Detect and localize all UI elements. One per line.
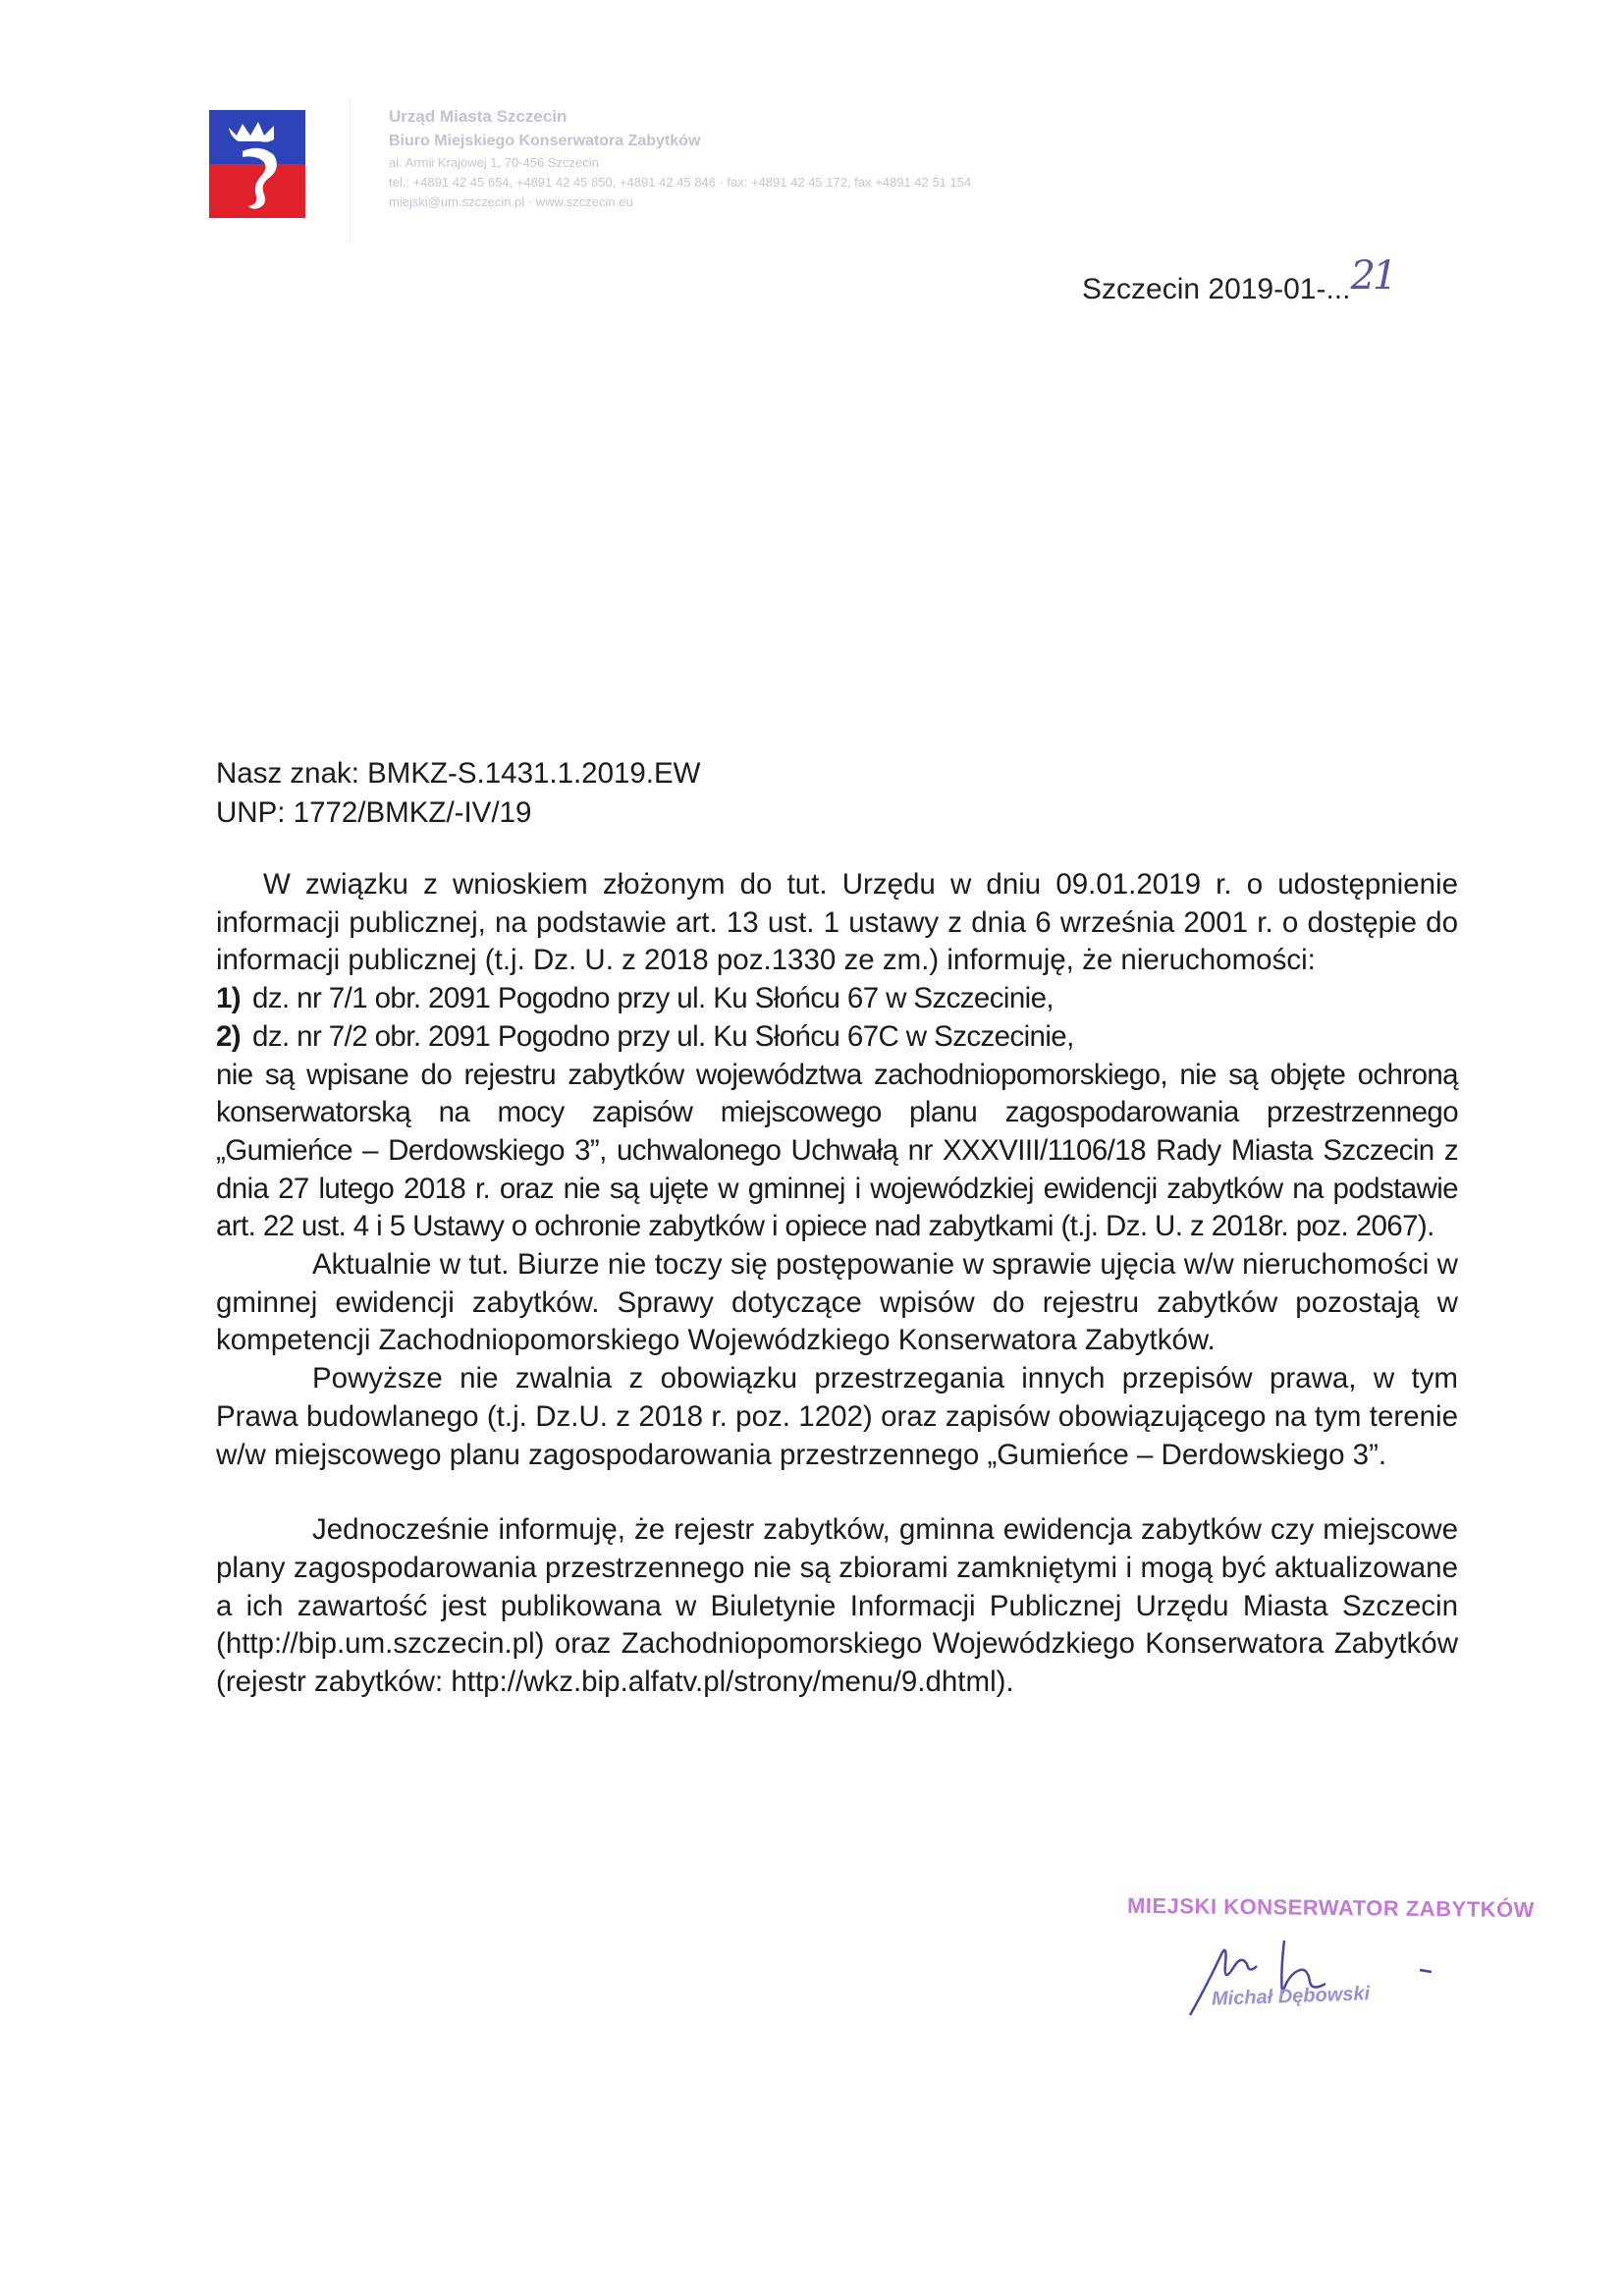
unp-number: UNP: 1772/BMKZ/-IV/19 [216,796,532,829]
letterhead-phones: tel.: +4891 42 45 654, +4891 42 45 850, +4891 42 45 846 · fax: +4891 42 45 172, fax +4891 42 51 154 [389,175,972,190]
date-dots: ... [1325,273,1351,305]
reference-block [216,754,701,833]
list-item-number: 2) [216,1019,242,1053]
stamp-title: MIEJSKI KONSERWATOR ZABYTKÓW [1126,1892,1536,1923]
paragraph-1: W związku z wnioskiem złożonym do tut. Urzędu w dniu 09.01.2019 r. o udostępnienie informacji publicznej, na podstawie art. 13 ust. 1 ustawy z dnia 6 września 2001 r. o dostępie do informacji publicznej (t.j. Dz. U. z 2018 poz.1330 ze zm.) informuję, że nieruchomości: [216,868,1458,977]
letterhead [389,104,971,212]
list-item-text: dz. nr 7/2 obr. 2091 Pogodno przy ul. Ku Słońcu 67C w Szczecinie, [252,1019,1074,1053]
signer-name: Michał Dębowski [1211,1983,1371,2010]
letterhead-contact: miejski@um.szczecin.pl · www.szczecin.eu [389,194,633,209]
header-divider [350,98,351,242]
paragraph-gap [216,1474,1458,1511]
paragraph-2: nie są wpisane do rejestru zabytków województwa zachodniopomorskiego, nie są objęte ochroną konserwatorską na mocy zapisów miejscowego planu zagospodarowania przestrzennego „Gumieńce – Derdowskiego 3”, uchwalonego Uchwałą nr XXXVIII/1106/18 Rady Miasta Szczecin z dnia 27 lutego 2018 r. oraz nie są ujęte w gminnej i wojewódzkiej ewidencji zabytków na podstawie art. 22 ust. 4 i 5 Ustawy o ochronie zabytków i opiece nad zabytkami (t.j. Dz. U. z 2018r. poz. 2067). [216,1058,1458,1243]
date-printed: Szczecin 2019-01- [1082,273,1326,305]
letterhead-department: Biuro Miejskiego Konserwatora Zabytków [389,133,701,149]
letterhead-org: Urząd Miasta Szczecin [389,107,568,126]
list-item-text: dz. nr 7/1 obr. 2091 Pogodno przy ul. Ku Słońcu 67 w Szczecinie, [252,982,1055,1015]
paragraph-5: Jednocześnie informuję, że rejestr zabytków, gminna ewidencja zabytków czy miejscowe plany zagospodarowania przestrzennego nie są zbiorami zamkniętymi i mogą być aktualizowane a ich zawartość jest publikowana w Biuletynie Informacji Publicznej Urzędu Miasta Szczecin (http://bip.um.szczecin.pl) oraz Zachodniopomorskiego Wojewódzkiego Konserwatora Zabytków (rejestr zabytków: http://wkz.bip.alfatv.pl/strony/menu/9.dhtml). [216,1513,1458,1699]
letter-body [216,866,1458,1702]
paragraph-3: Aktualnie w tut. Biurze nie toczy się postępowanie w sprawie ujęcia w/w nieruchomości w gminnej ewidencji zabytków. Sprawy dotyczące wpisów do rejestru zabytków pozostają w kompetencji Zachodniopomorskiego Wojewódzkiego Konserwatora Zabytków. [216,1248,1458,1357]
list-item [216,980,1458,1018]
date-line [1082,253,1395,308]
paragraph-4: Powyższe nie zwalnia z obowiązku przestrzegania innych przepisów prawa, w tym Prawa budowlanego (t.j. Dz.U. z 2018 r. poz. 1202) oraz zapisów obowiązującego na tym terenie w/w miejscowego planu zagospodarowania przestrzennego „Gumieńce – Derdowskiego 3”. [216,1362,1458,1471]
our-reference: Nasz znak: BMKZ-S.1431.1.2019.EW [216,757,701,790]
szczecin-logo-icon [209,110,305,218]
list-item-number: 1) [216,982,242,1015]
date-handwritten-day: 21 [1350,253,1395,299]
list-item [216,1018,1458,1057]
letterhead-address: al. Armii Krajowej 1, 70-456 Szczecin [389,155,599,170]
